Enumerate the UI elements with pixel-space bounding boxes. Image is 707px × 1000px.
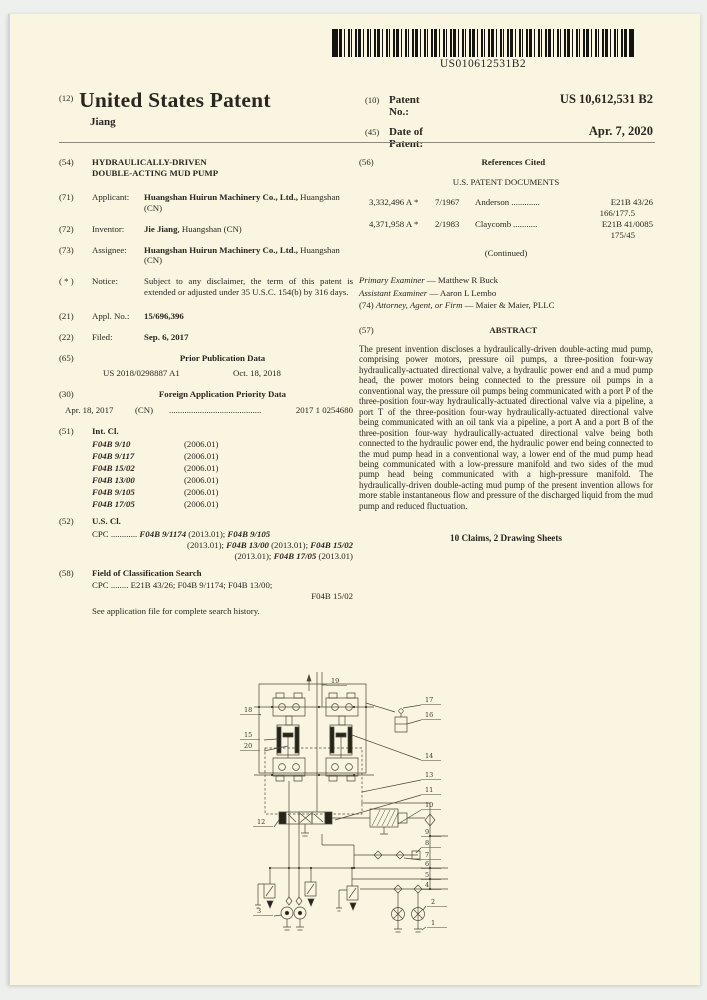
figure-ref-numeral: 17	[425, 696, 434, 704]
figure-ref-numeral: 18	[244, 706, 253, 714]
claims-drawing-sheets: 10 Claims, 2 Drawing Sheets	[449, 533, 563, 544]
int-cl-entry: F04B 9/105 (2006.01)	[92, 486, 219, 497]
patent-number-row	[365, 92, 653, 118]
figure-ref-numeral: 16	[425, 711, 434, 719]
field-30-heading: (30) Foreign Application Priority Data	[59, 389, 353, 400]
figure-ref-numeral: 4	[425, 881, 430, 889]
field-of-search	[92, 580, 353, 617]
patent-no-label: Patent No.:	[389, 94, 420, 118]
inid-45: (45)	[365, 127, 380, 137]
priority-number: 2017 1 0254680	[295, 404, 353, 415]
int-cl-entry: F04B 9/10 (2006.01)	[92, 438, 219, 449]
primary-examiner: Primary Examiner — Matthew R Buck	[359, 275, 499, 286]
patent-date-row	[365, 124, 653, 150]
priority-date: Apr. 18, 2017	[65, 404, 114, 415]
figure-ref-numeral: 14	[425, 752, 434, 760]
search-cpc-line-2: F04B 15/02	[311, 591, 353, 602]
pipelines	[254, 672, 374, 812]
patent-no-value: US 10,612,531 B2	[559, 92, 653, 106]
appl-no-value: 15/696,396	[144, 311, 184, 322]
figure-ref-numeral: 15	[244, 731, 253, 739]
hydraulic-cylinder-left	[277, 725, 299, 758]
invention-title: HYDRAULICALLY-DRIVEN DOUBLE-ACTING MUD PUMP	[92, 157, 219, 178]
assignee-value: Huangshan Huirun Machinery Co., Ltd., Huangshan (CN)	[144, 244, 340, 266]
page-title: United States Patent	[79, 88, 271, 112]
field-54-title: (54) HYDRAULICALLY-DRIVEN DOUBLE-ACTING MUD PUMP	[59, 157, 353, 179]
reference-subclass: 166/177.5	[599, 207, 635, 218]
filed-value: Sep. 6, 2017	[144, 332, 189, 343]
field-73-assignee: (73) Assignee: Huangshan Huirun Machinery Co., Ltd., Huangshan (CN)	[59, 245, 353, 267]
figure-ref-numeral: 1	[431, 919, 436, 927]
barcode-text: US010612531B2	[439, 58, 527, 70]
int-cl-entry: F04B 9/117 (2006.01)	[92, 450, 219, 461]
field-58-heading: (58) Field of Classification Search	[59, 567, 202, 578]
field-72-inventor: (72) Inventor: Jie Jiang, Huangshan (CN)	[59, 224, 353, 235]
inid-12: (12)	[59, 93, 74, 103]
notice-text: Subject to any disclaimer, the term of this patent is extended or adjusted under 35 U.S.C. 154(b) by 316 days.	[144, 276, 353, 298]
us-cl-cpc	[92, 529, 353, 562]
figure-ref-numeral: 3	[257, 907, 262, 915]
figure-ref-numeral: 13	[425, 771, 434, 779]
inid-10: (10)	[365, 95, 380, 105]
attorney-agent-firm: (74) Attorney, Agent, or Firm — Maier & Maier, PLLC	[359, 300, 555, 311]
gauge-row	[322, 834, 421, 868]
figure-ref-numeral: 8	[425, 839, 430, 847]
hydraulic-cylinder-right	[330, 725, 352, 758]
figure-ref-numeral: 5	[425, 871, 430, 879]
publication-number: US 2018/0298887 A1	[103, 367, 180, 378]
leader-lines	[259, 705, 421, 824]
search-cpc-line-1: CPC ........ E21B 43/26; F04B 9/1174; F04B 13/00;	[92, 580, 273, 591]
left-column	[59, 157, 353, 617]
figure-ref-numeral: 6	[425, 860, 430, 868]
dot-leader: ...........	[513, 218, 538, 229]
inventor-surname: Jiang	[90, 116, 116, 128]
barcode-image	[332, 29, 634, 57]
int-cl-entry: F04B 15/02 (2006.01)	[92, 462, 219, 473]
abstract-heading: ABSTRACT	[489, 325, 538, 336]
figure-ref-numeral: 7	[425, 851, 430, 859]
foreign-priority-row	[59, 405, 353, 416]
reference-row: 3,332,496 A * 7/1967 Anderson ............. E21B 43/26	[369, 196, 653, 207]
foreign-priority-heading: Foreign Application Priority Data	[158, 388, 287, 399]
pump-group-left	[255, 781, 316, 930]
dot-leader: ..........................................	[169, 404, 262, 415]
header-right	[365, 92, 653, 156]
examiner-block	[359, 275, 653, 311]
patent-date-label: Date of Patent:	[389, 126, 424, 150]
int-cl-entry: F04B 17/05 (2006.01)	[92, 498, 219, 509]
reference-subclass: 175/45	[610, 229, 635, 240]
barcode	[332, 29, 634, 70]
pilot-valve-top-left	[273, 693, 305, 725]
dot-leader: .............	[511, 196, 540, 207]
header-divider	[59, 142, 655, 143]
field-52-heading: (52) U.S. Cl.	[59, 515, 121, 526]
figure-ref-numeral: 12	[257, 818, 266, 826]
pilot-valve-bottom-left	[273, 758, 305, 781]
figure-ref-numeral: 19	[331, 677, 340, 685]
pump-group-right	[336, 868, 426, 932]
figure-ref-numeral: 2	[431, 898, 436, 906]
figure-ref-numeral: 9	[425, 828, 430, 836]
patent-date-value: Apr. 7, 2020	[588, 124, 653, 138]
search-history-note: See application file for complete search history.	[92, 606, 260, 617]
cpc-line-1: CPC ............ F04B 9/1174 (2013.01); F04B 9/105	[92, 528, 271, 539]
field-65-heading: (65) Prior Publication Data	[59, 353, 353, 364]
prior-publication-row	[59, 368, 353, 379]
manifold-line	[270, 803, 448, 889]
int-cl-list	[92, 439, 353, 510]
field-51-heading: (51) Int. Cl.	[59, 425, 119, 436]
abstract-text: The present invention discloses a hydraulically-driven double-acting mud pump, comprising power motors, pressure oil pumps, a three-position four-way hydraulically-actuated directional valve, a hydraulic power end and a mud pump head, the power motors being connected to the pressure oil pumps in a conventional way, the pressure oil pumps being communicated with a port P of the three-position four-way hydraulically-actuated directional valve via a pipeline, a port T of the three-position four-way hydraulically-actuated directional valve being communicated with an oil tank via a pipeline, a port A and a port B of the three-position four-way hydraulically-actuated directional valve being both connected to the hydraulic power end, the hydraulic power end being connected to the mud pump head in a conventional way, a lower end of the mud pump head being communicated with a low-pressure manifold and two sides of the mud pump head being communicated with a high-pressure manifold. The hydraulically-driven double-acting mud pump of the present invention allows for more stable instantaneous flow and pressure of the discharged liquid from the mud pump and reduced fluctuation.	[359, 343, 653, 511]
field-57-heading: (57) ABSTRACT	[359, 325, 653, 336]
field-56-heading: (56) References Cited	[359, 157, 653, 168]
applicant-value: Huangshan Huirun Machinery Co., Ltd., Huangshan (CN)	[144, 191, 340, 213]
field-71-applicant: (71) Applicant: Huangshan Huirun Machinery Co., Ltd., Huangshan (CN)	[59, 192, 353, 214]
cpc-line-3: (2013.01); F04B 17/05 (2013.01)	[234, 550, 353, 561]
figure-ref-numeral: 11	[425, 786, 434, 794]
continued-note: (Continued)	[484, 248, 528, 259]
directional-valve	[279, 812, 332, 836]
publication-date: Oct. 18, 2018	[233, 367, 281, 378]
field-21-appl-no: (21) Appl. No.: 15/696,396	[59, 311, 353, 322]
cpc-line-2: (2013.01); F04B 13/00 (2013.01); F04B 15/02	[187, 539, 353, 550]
field-22-filed: (22) Filed: Sep. 6, 2017	[59, 332, 353, 343]
assistant-examiner: Assistant Examiner — Aaron L Lembo	[359, 287, 497, 298]
inventor-value: Jie Jiang, Huangshan (CN)	[144, 223, 242, 234]
patent-front-page	[8, 14, 700, 985]
figure-ref-numeral: 10	[425, 801, 434, 809]
reference-row: 4,371,958 A * 2/1983 Claycomb ........... E21B 41/0085	[369, 218, 653, 229]
figure-ref-numeral: 20	[244, 742, 253, 750]
patent-drawing-hydraulic-schematic	[229, 668, 475, 950]
field-notice: ( * ) Notice: Subject to any disclaimer, the term of this patent is extended or adjusted under 35 U.S.C. 154(b) by 316 days.	[59, 276, 353, 298]
right-column	[359, 157, 653, 544]
hatched-pump-component	[332, 809, 425, 834]
references-cited-heading: References Cited	[481, 157, 546, 167]
pilot-valve-bottom-right	[326, 758, 358, 781]
int-cl-entry: F04B 13/00 (2006.01)	[92, 474, 219, 485]
prior-publication-heading: Prior Publication Data	[179, 352, 266, 363]
priority-country: (CN)	[135, 404, 154, 415]
us-patent-documents-heading: U.S. PATENT DOCUMENTS	[452, 176, 560, 187]
pilot-valve-top-right	[326, 693, 358, 725]
header-left	[59, 88, 271, 128]
